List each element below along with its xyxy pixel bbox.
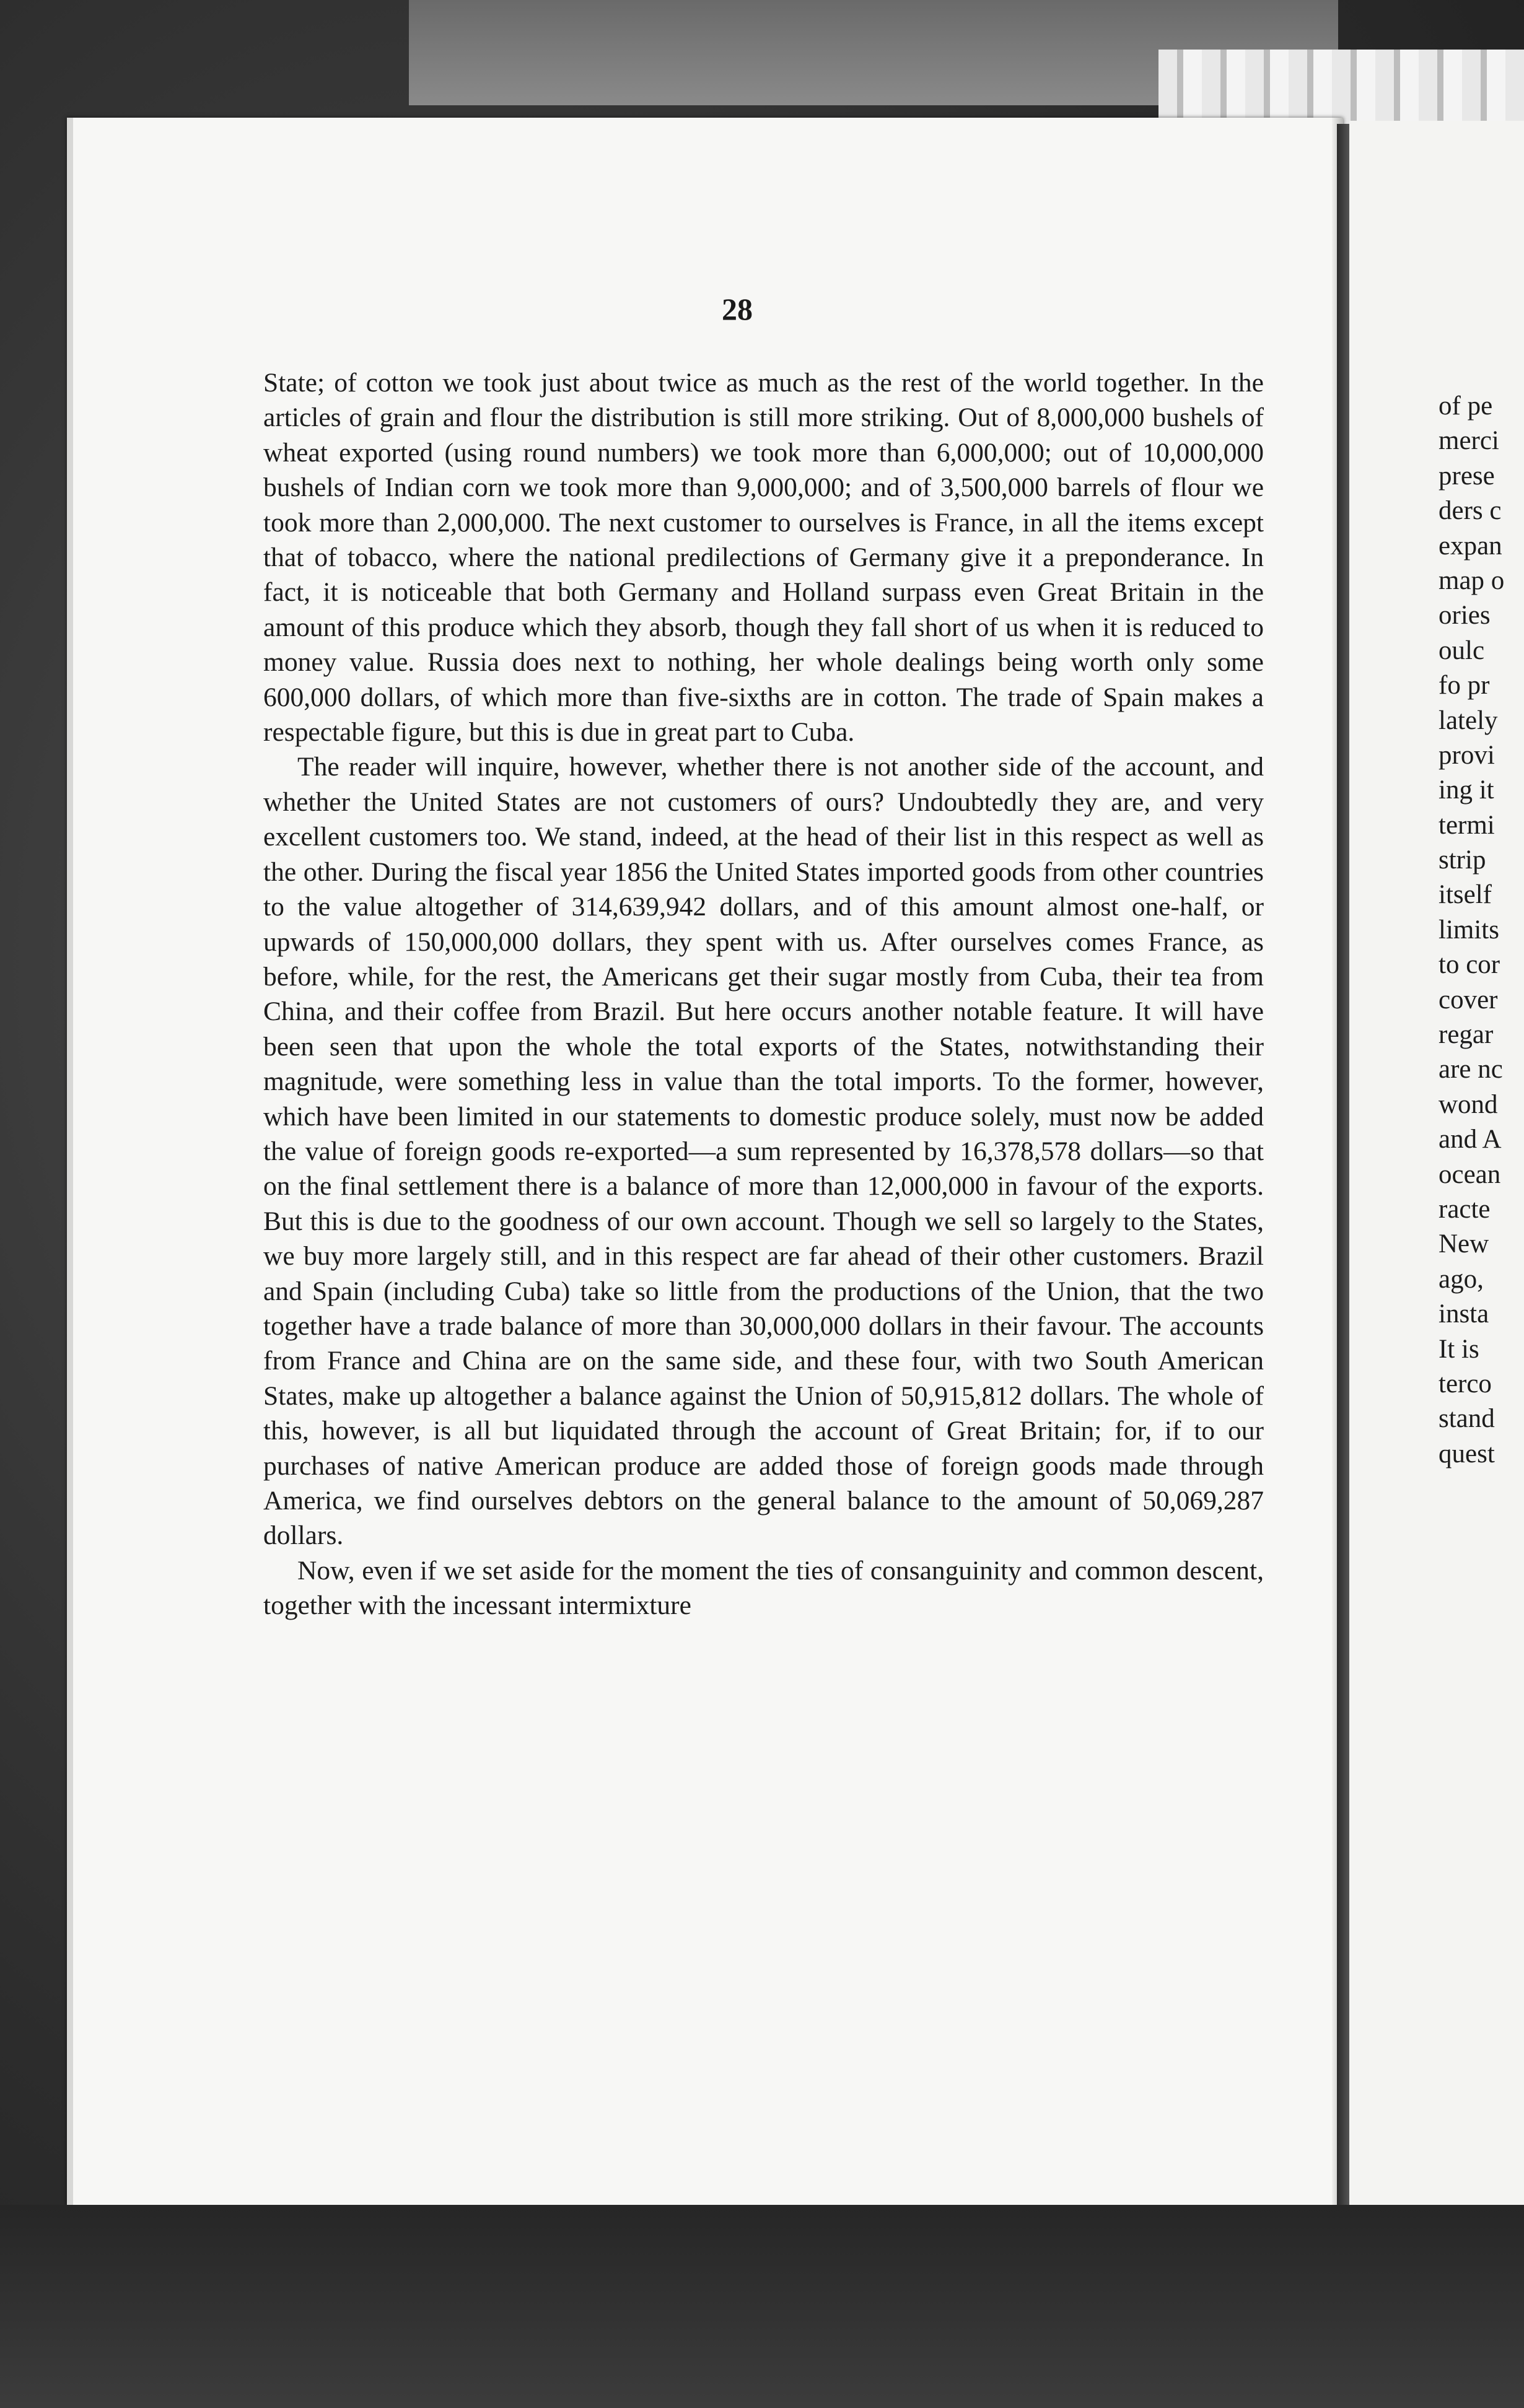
- facing-page-line: terco: [1439, 1369, 1492, 1398]
- facing-page-line: limits: [1439, 915, 1499, 944]
- facing-page-line: prese: [1439, 461, 1495, 491]
- facing-page-line: racte: [1439, 1194, 1491, 1224]
- facing-page-line: ocean: [1439, 1159, 1501, 1189]
- facing-page-line: wond: [1439, 1089, 1498, 1119]
- facing-page-line: to cor: [1439, 950, 1500, 980]
- facing-page-line: New: [1439, 1229, 1489, 1259]
- facing-page-line: ories: [1439, 601, 1491, 630]
- book-edge-pages: [1158, 50, 1524, 124]
- facing-page-line: cover: [1439, 985, 1498, 1014]
- facing-page-line: It is: [1439, 1334, 1479, 1364]
- facing-page-line: ing it: [1439, 775, 1494, 805]
- scan-bottom-edge: [0, 2205, 1524, 2408]
- facing-page-line: lately: [1439, 705, 1498, 735]
- facing-page-line: map o: [1439, 565, 1505, 595]
- facing-page-line: and A: [1439, 1125, 1502, 1154]
- facing-page-line: oulc: [1439, 635, 1485, 665]
- facing-page-line: strip: [1439, 845, 1486, 875]
- facing-page-line: quest: [1439, 1439, 1495, 1468]
- book-gutter: [1337, 124, 1349, 2205]
- facing-page-line: regar: [1439, 1020, 1494, 1050]
- paragraph-1: State; of cotton we took just about twice as much as the rest of the world together. In the articles of grain and flour the distribution is still more striking. Out of 8,000,000 bushels of wheat exported (using round numbers) we took more than 6,000,000; out of 10,000,000 bushels of Indian corn we took more than 9,000,000; and of 3,500,000 barrels of flour we took more than 2,000,000. The next customer to ourselves is France, in all the items except that of tobacco, where the national predilections of Germany give it a preponderance. In fact, it is noticeable that both Germany and Holland surpass even Great Britain in the amount of this produce which they absorb, though they fall short of us when it is reduced to money value. Russia does next to nothing, her whole dealings being worth only some 600,000 dollars, of which more than five-sixths are in cotton. The trade of Spain makes a respectable figure, but this is due in great part to Cuba.: [263, 368, 1264, 748]
- facing-page-line: stand: [1439, 1404, 1495, 1434]
- facing-page-line: merci: [1439, 426, 1499, 456]
- facing-page-line: ders c: [1439, 496, 1502, 526]
- facing-page-line: itself: [1439, 880, 1492, 910]
- facing-page-line: are nc: [1439, 1055, 1503, 1084]
- facing-page-line: expan: [1439, 531, 1502, 561]
- facing-page-line: ago,: [1439, 1264, 1484, 1294]
- facing-page-text: [1439, 389, 1524, 1472]
- facing-page-line: provi: [1439, 740, 1495, 770]
- facing-page-line: insta: [1439, 1299, 1489, 1329]
- page-number: 28: [722, 292, 753, 326]
- facing-page-line: termi: [1439, 810, 1495, 840]
- body-text: [263, 365, 1264, 1623]
- facing-page-line: of pe: [1439, 391, 1493, 421]
- facing-page-line: fo pr: [1439, 671, 1490, 700]
- paragraph-2: The reader will inquire, however, whether there is not another side of the account, and whether the United States are not customers of ours? Undoubtedly they are, and very excellent customers too. We stand, indeed, at the head of their list in this respect as well as the other. During the fiscal year 1856 the United States imported goods from other countries to the value altogether of 314,639,942 dollars, and of this amount almost one-half, or upwards of 150,000,000 dollars, they spent with us. After ourselves comes France, as before, while, for the rest, the Americans get their sugar mostly from Cuba, their tea from China, and their coffee from Brazil. But here occurs another notable feature. It will have been seen that upon the whole the total exports of the States, notwithstanding their magnitude, were something less in value than the total imports. To the former, however, which have been limited in our statements to domestic produce solely, must now be added the value of foreign goods re-exported—a sum represented by 16,378,578 dollars—so that on the final settlement there is a balance of more than 12,000,000 in favour of the exports. But this is due to the goodness of our own account. Though we sell so largely to the States, we buy more largely still, and in this respect are far ahead of their other customers. Brazil and Spain (including Cuba) take so little from the productions of the Union, that the two together have a trade balance of more than 30,000,000 dollars in their favour. The accounts from France and China are on the same side, and these four, with two South American States, make up altogether a balance against the Union of 50,915,812 dollars. The whole of this, however, is all but liquidated through the account of Great Britain; for, if to our purchases of native American produce are added those of foreign goods made through America, we find ourselves debtors on the general balance to the amount of 50,069,287 dollars.: [263, 752, 1264, 1551]
- paragraph-3: Now, even if we set aside for the moment the ties of consanguinity and common descent, together with the incessant intermixture: [263, 1555, 1264, 1621]
